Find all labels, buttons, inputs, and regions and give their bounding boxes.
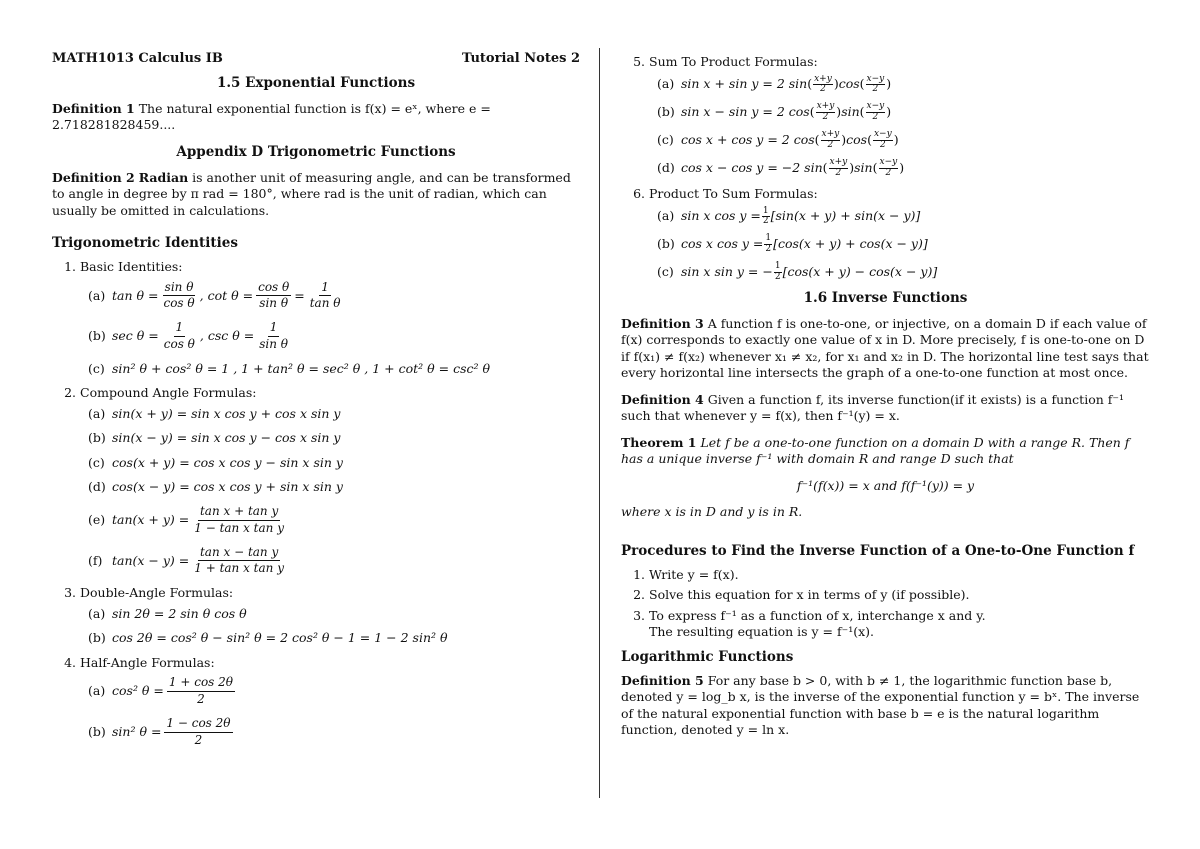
tan-diff-fraction: $\frac{\text{tan x − tan y}}{\text{1 + tan x tan y}}$ [194, 544, 284, 576]
compound-b: (b) sin(x − y) = sin x cos y − cos x sin y [88, 430, 341, 446]
theorem-1: Theorem 1 Let f be a one-to-one function on a domain D with a range R. Then f has a unique inverse f⁻¹ with domain R and range D such that [621, 434, 1130, 467]
logarithmic-functions-title: Logarithmic Functions [621, 648, 794, 665]
cot-fraction-2: $\frac{1}{\text{tan θ}}$ [309, 279, 341, 311]
notes-title: Tutorial Notes 2 [461, 51, 580, 66]
theorem-1-equation: f⁻¹(f(x)) = x and f(f⁻¹(y)) = y [796, 477, 975, 493]
definition-1-text: The natural exponential function is f(x) = eˣ, where e = 2.718281828459.... [52, 100, 491, 133]
compound-a: (a) sin(x + y) = sin x cos y + cos x sin y [88, 405, 341, 421]
csc-fraction: $\frac{1}{\text{sin θ}}$ [259, 320, 288, 352]
sec-lhs: sec θ = [112, 328, 159, 344]
half-cos-fraction: $\frac{1 + \cos 2\theta}{2}$ [168, 675, 234, 707]
basic-identities-label: Basic Identities: [80, 259, 183, 275]
trig-identities-title: Trigonometric Identities [52, 235, 238, 252]
pts-a: (a) sin x cos y = $\frac{1}{2}$ [sin(x + y) + sin(x − y)] [657, 205, 921, 226]
stp-c: (c) cos x + cos y = 2 cos ( $\frac{x+y}{2}$ ) cos ( $\frac{x-y}{2}$ ) [657, 129, 899, 150]
compound-angle: 2. Compound Angle Formulas: (a) sin(x + y) = sin x cos y + cos x sin y (b) sin(x − y) = sin x cos y − cos x sin y (c) cos(x + y) = cos x cos y − sin x sin y (d) cos(x − y) = cos x cos y + sin x sin y (e) tan(x + y) = $\frac{\text{tan x + tan y}}{\text{1 − tan x tan y}}$ (f) tan(x − y) = $\frac{\text{tan x − tan y}}{\text{1 + tan x tan y}}$ [80, 385, 580, 577]
procedure-step-2: 2. Solve this equation for x in terms of y (if possible). [649, 587, 1150, 604]
procedure-steps [621, 567, 1150, 641]
definition-1-label: Definition 1 [52, 100, 135, 116]
double-a: (a) sin 2θ = 2 sin θ cos θ [88, 605, 247, 621]
tan-lhs: tan θ = [112, 287, 159, 303]
basic-identity-a: (a) tan θ = $\frac{\text{sin θ}}{\text{cos θ}}$ , cot θ = $\frac{\text{cos θ}}{\text{sin θ}}$ = $\frac{1}{\text{tan θ}}$ [88, 279, 341, 311]
procedures-title: Procedures to Find the Inverse Function of a One-to-One Function f [621, 542, 1135, 559]
basic-identity-c: (c) sin² θ + cos² θ = 1 , 1 + tan² θ = sec² θ , 1 + cot² θ = csc² θ [88, 360, 490, 376]
tan-sum-fraction: $\frac{\text{tan x + tan y}}{\text{1 − tan x tan y}}$ [194, 503, 284, 535]
csc-lhs: , csc θ = [199, 328, 255, 344]
stp-d: (d) cos x − cos y = −2 sin ( $\frac{x+y}{2}$ ) sin ( $\frac{x-y}{2}$ ) [657, 157, 905, 178]
appendix-d-title: Appendix D Trigonometric Functions [176, 143, 456, 160]
double-angle: 3. Double-Angle Formulas: (a) sin 2θ = 2 sin θ cos θ (b) cos 2θ = cos² θ − sin² θ = 2 cos² θ − 1 = 1 − 2 sin² θ [80, 585, 580, 647]
cot-fraction: $\frac{\text{cos θ}}{\text{sin θ}}$ [258, 279, 290, 311]
page-header [52, 50, 580, 67]
procedure-step-1: 1. Write y = f(x). [649, 567, 1150, 584]
formulas-list-continued [621, 54, 1150, 282]
definition-3: Definition 3 A function f is one-to-one, or injective, on a domain D if each value of f(x) corresponds to exactly one value of x in D. More precisely, f is one-to-one on D if f(x₁) ≠ f(x₂) whenever x₁ ≠ x₂, for x₁ and x₂ in D. The horizontal line test says that every horizontal line intersects the graph of a one-to-one function at most once. [621, 315, 1149, 381]
half-b: (b) sin² θ = $\frac{1 - \cos 2\theta}{2}$ [88, 715, 231, 747]
double-b: (b) cos 2θ = cos² θ − sin² θ = 2 cos² θ − 1 = 1 − 2 sin² θ [88, 630, 448, 646]
definition-1 [52, 101, 580, 134]
pts-b: (b) cos x cos y = $\frac{1}{2}$ [cos(x + y) + cos(x − y)] [657, 233, 928, 254]
definition-2-label: Definition 2 [52, 169, 135, 185]
section-1-6-title: 1.6 Inverse Functions [803, 290, 968, 307]
sum-to-product: 5. Sum To Product Formulas: (a) sin x + sin y = 2 sin ( $\frac{x+y}{2}$ ) cos ( $\frac{x-y}{2}$ ) (b) sin x − sin y = 2 cos ( $\frac{x+y}{2}$ ) sin ( $\frac{x-y}{2}$ ) (c) cos x + cos y = 2 cos ( $\frac{x+y}{2}$ ) cos ( $\frac{x-y}{2}$ ) (d) cos x − cos y = −2 sin ( $\frac{x+y}{2}$ ) sin ( $\frac{x-y}{2}$ ) [649, 54, 1150, 178]
half-sin-fraction: $\frac{1 - \cos 2\theta}{2}$ [166, 715, 231, 747]
half-angle: 4. Half-Angle Formulas: (a) cos² θ = $\frac{1 + \cos 2\theta}{2}$ (b) sin² θ = $\frac{1 - \cos 2\theta}{2}$ [80, 655, 580, 749]
basic-identity-b: (b) sec θ = $\frac{1}{\text{cos θ}}$ , csc θ = $\frac{1}{\text{sin θ}}$ [88, 320, 288, 352]
left-column [52, 50, 580, 757]
product-to-sum: 6. Product To Sum Formulas: (a) sin x cos y = $\frac{1}{2}$ [sin(x + y) + sin(x − y)] (b) cos x cos y = $\frac{1}{2}$ [cos(x + y) + cos(x − y)] (c) sin x sin y = − $\frac{1}{2}$ [cos(x + y) − cos(x − y)] [649, 186, 1150, 282]
half-a: (a) cos² θ = $\frac{1 + \cos 2\theta}{2}$ [88, 675, 234, 707]
definition-2-text: is another unit of measuring angle, and can be transformed to angle in degree by π rad = 180°, where rad is the unit of radian, which can usually be omitted in calculations. [52, 169, 571, 218]
compound-c: (c) cos(x + y) = cos x cos y − sin x sin y [88, 454, 343, 470]
procedure-step-3: 3. To express f⁻¹ as a function of x, interchange x and y. The resulting equation is y = f⁻¹(x). [649, 608, 1150, 641]
stp-b: (b) sin x − sin y = 2 cos ( $\frac{x+y}{2}$ ) sin ( $\frac{x-y}{2}$ ) [657, 101, 892, 122]
compound-d: (d) cos(x − y) = cos x cos y + sin x sin y [88, 479, 343, 495]
course-title: MATH1013 Calculus IB [52, 51, 223, 66]
pts-c: (c) sin x sin y = − $\frac{1}{2}$ [cos(x + y) − cos(x − y)] [657, 261, 938, 282]
compound-f: (f) tan(x − y) = $\frac{\text{tan x − tan y}}{\text{1 + tan x tan y}}$ [88, 544, 284, 576]
cot-equals: = [294, 287, 305, 303]
section-1-5-title: 1.5 Exponential Functions [216, 75, 416, 92]
basic-identities [80, 259, 580, 377]
identities-list [52, 259, 580, 748]
definition-4: Definition 4 Given a function f, its inverse function(if it exists) is a function f⁻¹ such that whenever y = f(x), then f⁻¹(y) = x. [621, 391, 1124, 424]
stp-a: (a) sin x + sin y = 2 sin ( $\frac{x+y}{2}$ ) cos ( $\frac{x-y}{2}$ ) [657, 73, 892, 94]
column-divider [599, 48, 600, 798]
tan-fraction: $\frac{\text{sin θ}}{\text{cos θ}}$ [163, 279, 195, 311]
definition-2 [52, 170, 580, 220]
cot-lhs: , cot θ = [199, 287, 254, 303]
right-column [621, 50, 1150, 749]
sec-fraction: $\frac{1}{\text{cos θ}}$ [163, 320, 195, 352]
definition-2-term: Radian [138, 169, 189, 185]
definition-5: Definition 5 For any base b > 0, with b ≠ 1, the logarithmic function base b, denoted y = log_b x, is the inverse of the exponential function y = bˣ. The inverse of the natural exponential function with base b = e is the natural logarithm function, denoted y = ln x. [621, 672, 1140, 738]
theorem-1-tail: where x is in D and y is in R. [621, 504, 803, 520]
compound-e: (e) tan(x + y) = $\frac{\text{tan x + tan y}}{\text{1 − tan x tan y}}$ [88, 503, 284, 535]
